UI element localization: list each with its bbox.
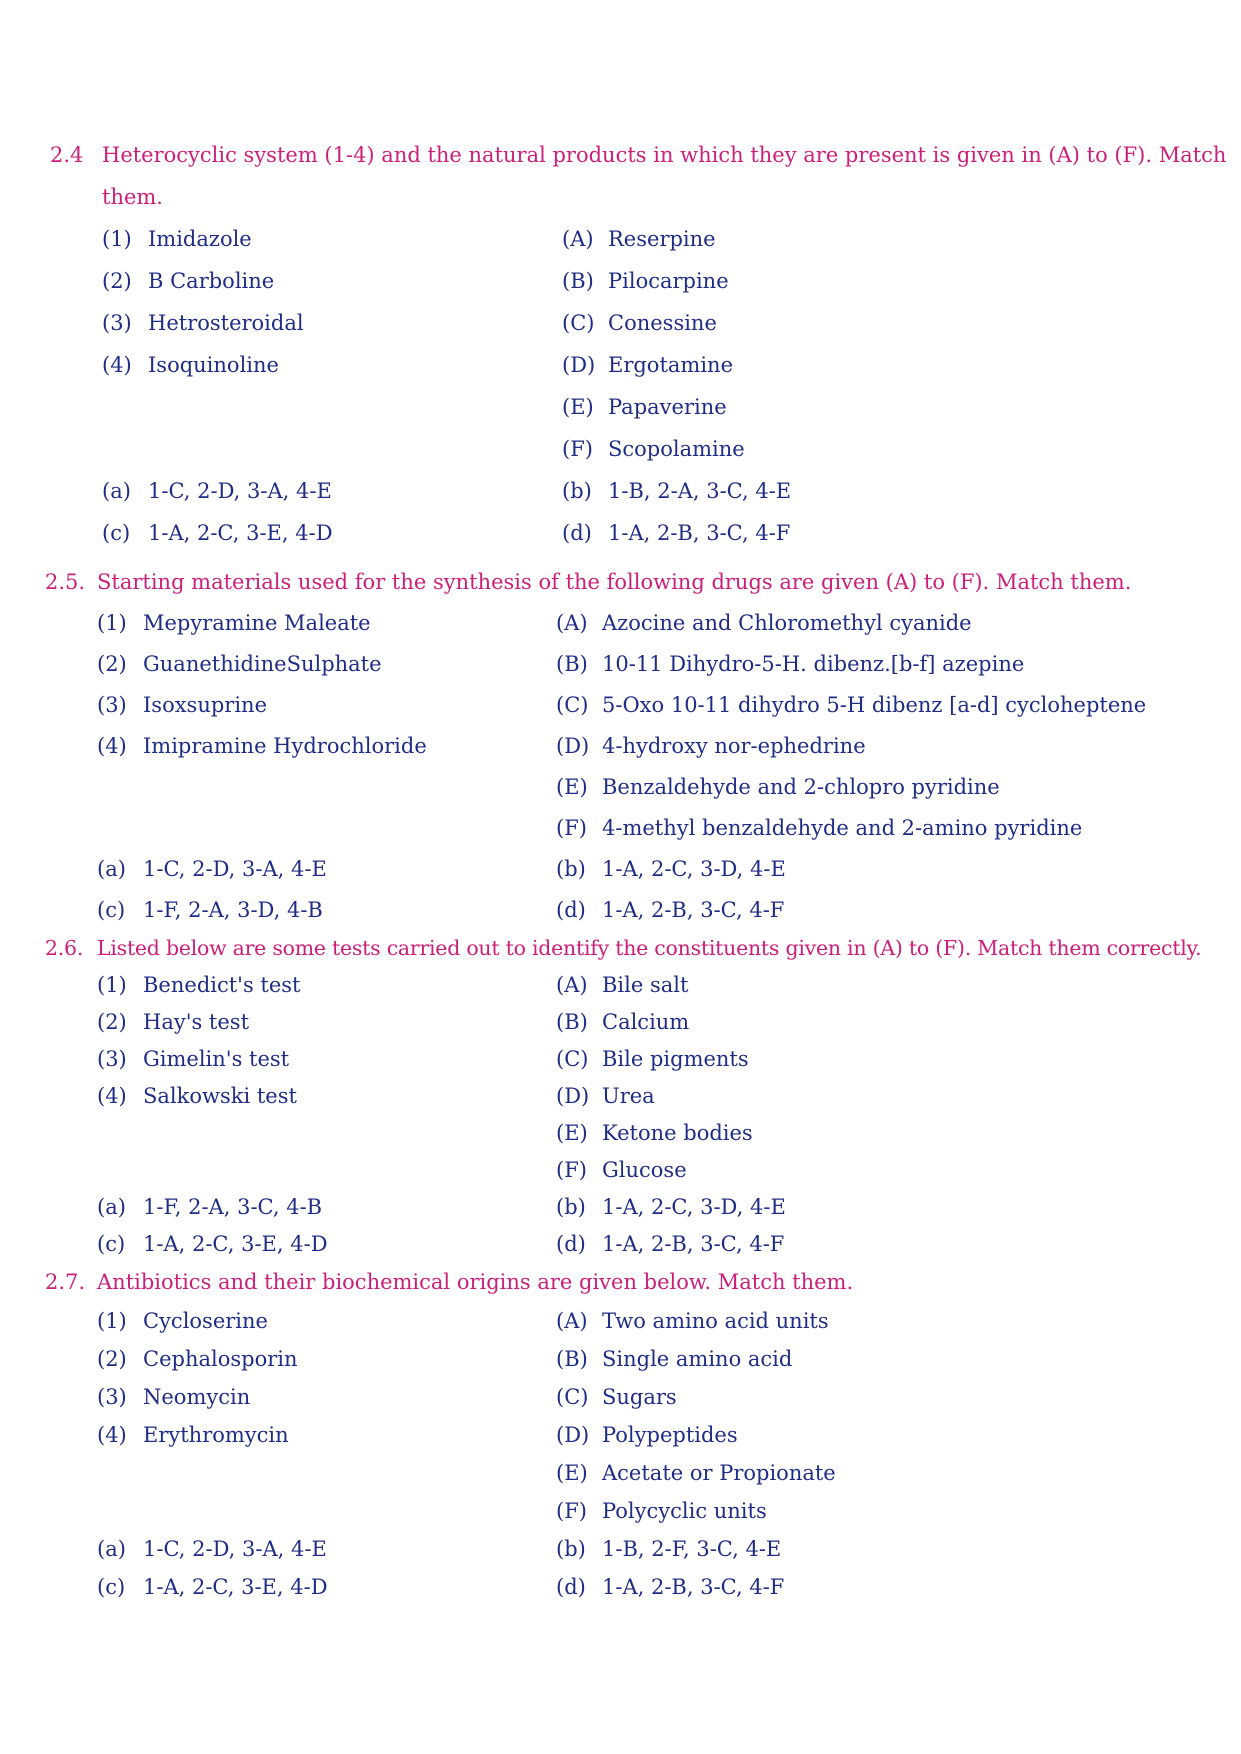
question-number: 2.7. [45,1270,86,1294]
question-text: Heterocyclic system (1-4) and the natural products in which they are present is given in (A) to (F). Match [102,143,1227,167]
question-text: Antibiotics and their biochemical origins are given below. Match them. [97,1270,854,1294]
question-text: Listed below are some tests carried out to identify the constituents given in (A) to (F). Match them correctly. [97,936,1202,960]
question-number: 2.4 [50,143,84,167]
question-number: 2.6. [45,936,84,960]
question-text: Starting materials used for the synthesis of the following drugs are given (A) to (F). Match them. [97,570,1132,594]
question-number: 2.5. [45,570,86,594]
question-text-continued: them. [102,185,163,209]
